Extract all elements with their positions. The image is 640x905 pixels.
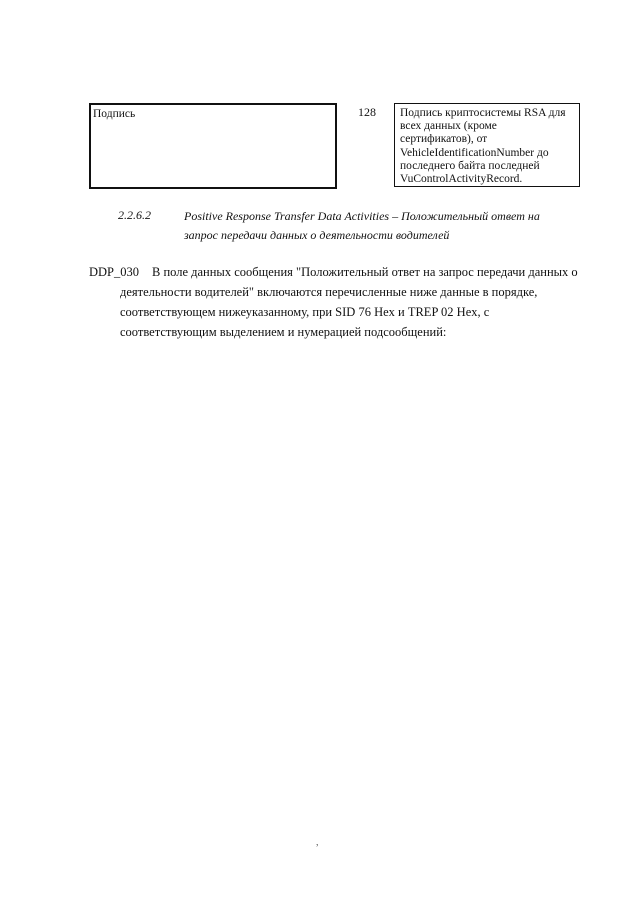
field-description-cell <box>394 103 580 187</box>
page-mark: , <box>316 837 319 848</box>
description-line: последнего байта последней <box>400 159 540 172</box>
description-line: всех данных (кроме <box>400 120 497 133</box>
description-line: VuControlActivityRecord. <box>400 173 523 186</box>
description-line: VehicleIdentificationNumber до <box>400 146 549 159</box>
field-name-cell <box>89 103 337 189</box>
description-line: сертификатов), от <box>400 133 488 146</box>
field-size: 128 <box>358 105 376 119</box>
description-line: Подпись криптосистемы RSA для <box>400 107 566 119</box>
requirement-id: DDP_030 <box>89 265 140 279</box>
requirement-line: деятельности водителей" включаются перечисленные ниже данные в порядке, <box>120 285 538 299</box>
section-number: 2.2.6.2 <box>118 208 151 222</box>
requirement-line: В поле данных сообщения "Положительный ответ на запрос передачи данных о <box>152 265 578 279</box>
field-name: Подпись <box>93 108 136 120</box>
requirement-text <box>120 262 612 342</box>
section-title <box>184 207 594 245</box>
field-description <box>400 107 578 186</box>
requirement-line: соответствующем нижеуказанному, при SID 76 Hex и TREP 02 Hex, с <box>120 305 490 319</box>
section-title-line: Positive Response Transfer Data Activities – Положительный ответ на <box>184 209 540 223</box>
requirement-line: соответствующим выделением и нумерацией подсообщений: <box>120 325 447 339</box>
section-title-line: запрос передачи данных о деятельности водителей <box>184 228 450 242</box>
